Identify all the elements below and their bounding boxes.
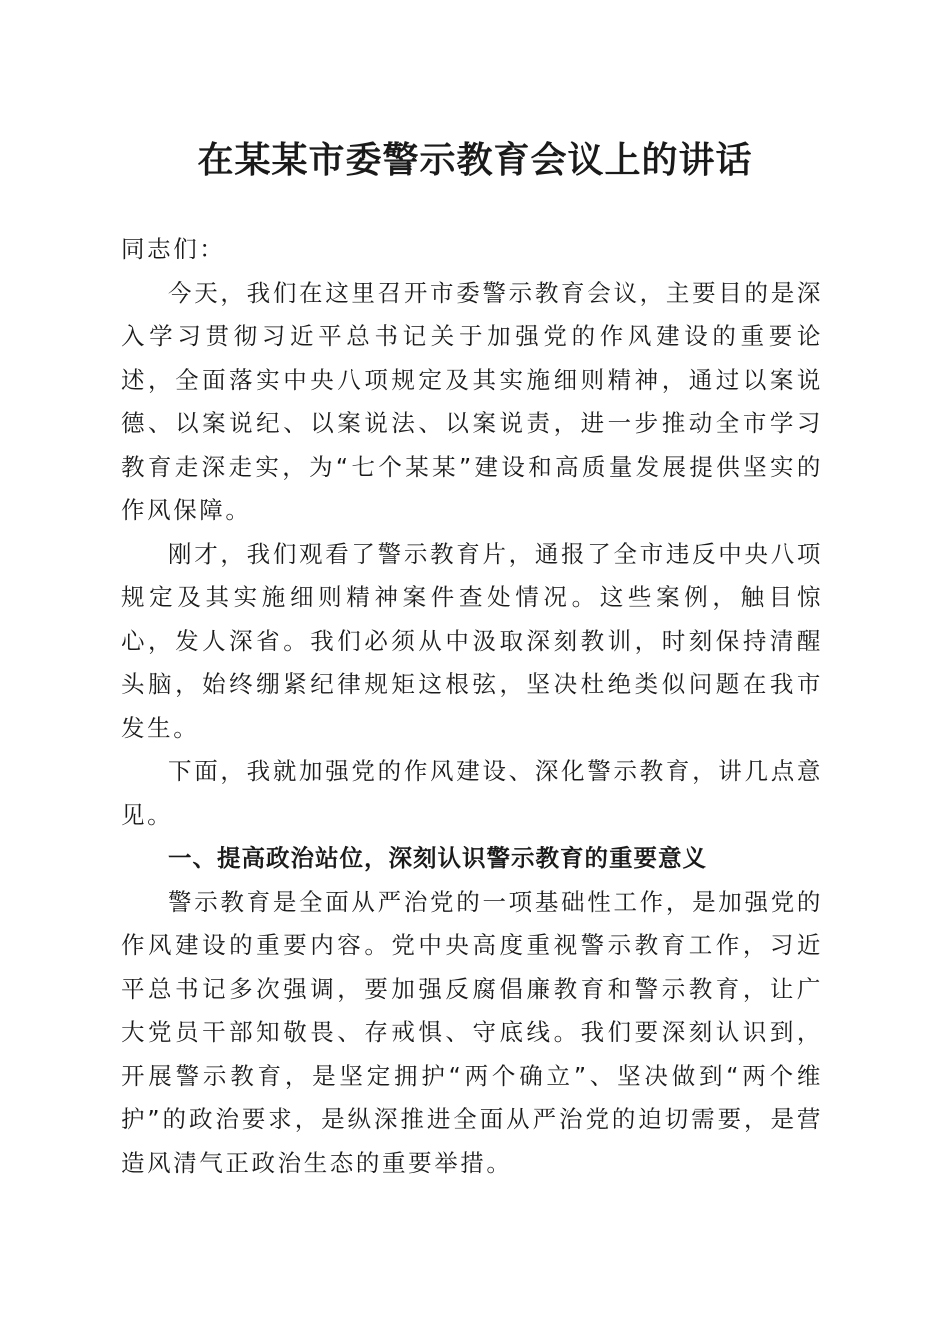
paragraph-opening: 今天，我们在这里召开市委警示教育会议，主要目的是深入学习贯彻习近平总书记关于加强党的作风建设的重要论述，全面落实中央八项规定及其实施细则精神，通过以案说德、以案说纪、以案说法、以案说责，进一步推动全市学习教育走深走实，为“七个某某”建设和高质量发展提供坚实的作风保障。 bbox=[121, 278, 823, 524]
section-heading: 一、提高政治站位，深刻认识警示教育的重要意义 bbox=[168, 844, 707, 872]
paragraph-outline: 下面，我就加强党的作风建设、深化警示教育，讲几点意见。 bbox=[121, 757, 823, 829]
document-body bbox=[121, 228, 823, 1185]
document-title: 在某某市委警示教育会议上的讲话 bbox=[197, 139, 753, 181]
paragraph-cases: 刚才，我们观看了警示教育片，通报了全市违反中央八项规定及其实施细则精神案件查处情况。这些案例，触目惊心，发人深省。我们必须从中汲取深刻教训，时刻保持清醒头脑，始终绷紧纪律规矩这根弦，坚决杜绝类似问题在我市发生。 bbox=[121, 539, 823, 742]
salutation: 同志们： bbox=[121, 235, 226, 263]
section-paragraph: 警示教育是全面从严治党的一项基础性工作，是加强党的作风建设的重要内容。党中央高度重视警示教育工作，习近平总书记多次强调，要加强反腐倡廉教育和警示教育，让广大党员干部知敬畏、存戒惧、守底线。我们要深刻认识到，开展警示教育，是坚定拥护“两个确立”、坚决做到“两个维护”的政治要求，是纵深推进全面从严治党的迫切需要，是营造风清气正政治生态的重要举措。 bbox=[121, 887, 823, 1177]
